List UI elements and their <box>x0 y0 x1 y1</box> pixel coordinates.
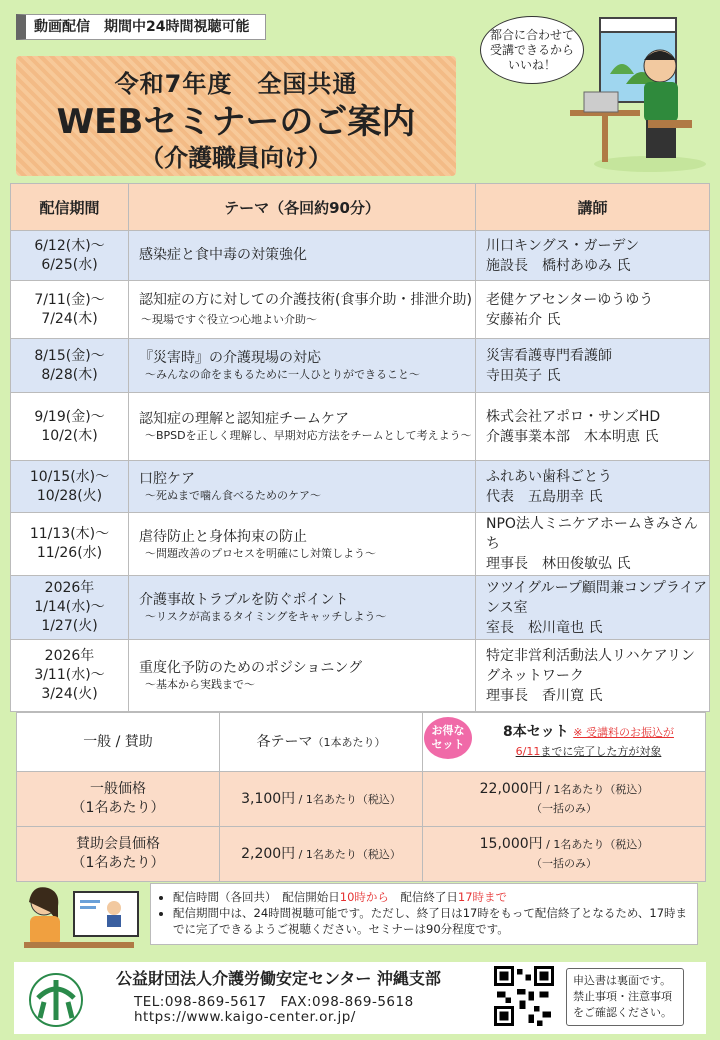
member-single-price: 2,200円 / 1名あたり（税込） <box>220 827 423 882</box>
contact-phone: TEL:098-869-5617 FAX:098-869-5618 <box>134 994 414 1010</box>
schedule-row <box>11 640 710 712</box>
streaming-badge: 動画配信 期間中24時間視聴可能 <box>16 14 266 40</box>
lecturer-cell: 特定非営利活動法人リハケアリングネットワーク 理事長 香川寛 氏 <box>476 640 710 712</box>
member-price-label: 賛助会員価格 （1名あたり） <box>17 827 220 882</box>
date-cell: 11/13(木)～ 11/26(水) <box>11 513 129 576</box>
price-table <box>16 712 706 882</box>
lecturer-cell: ふれあい歯科ごとう 代表 五島朋幸 氏 <box>476 461 710 513</box>
theme-cell: 『災害時』の介護現場の対応 ～みんなの命をまもるために一人ひとりができること～ <box>129 339 476 393</box>
schedule-row <box>11 461 710 513</box>
note-item: • 配信期間中は、24時間視聴可能です。ただし、終了日は17時をもって配信終了となるため、17時までに完了できるようご視聴ください。セミナーは90分程度です。 <box>173 905 689 937</box>
schedule-row <box>11 339 710 393</box>
application-note <box>566 968 684 1026</box>
general-price-label: 一般価格 （1名あたり） <box>17 772 220 827</box>
price-header-set: 8本セット ※ 受講料のお振込が 6/11までに完了した方が対象 <box>423 713 706 772</box>
woman-computer-illustration <box>14 882 144 958</box>
header-period: 配信期間 <box>11 184 129 231</box>
theme-cell: 認知症の理解と認知症チームケア ～BPSDを正しく理解し、早期対応方法をチームとして考えよう～ <box>129 393 476 461</box>
schedule-row <box>11 281 710 339</box>
lecturer-cell: 川口キングス・ガーデン 施設長 橋村あゆみ 氏 <box>476 231 710 281</box>
deal-badge-line: お得な <box>431 724 465 737</box>
website-link[interactable]: https://www.kaigo-center.or.jp/ <box>134 1009 356 1025</box>
schedule-row <box>11 513 710 576</box>
theme-cell: 感染症と食中毒の対策強化 <box>129 231 476 281</box>
theme-cell: 介護事故トラブルを防ぐポイント ～リスクが高まるタイミングをキャッチしよう～ <box>129 576 476 640</box>
general-single-price: 3,100円 / 1名あたり（税込） <box>220 772 423 827</box>
general-set-price: 22,000円 / 1名あたり（税込） （一括のみ） <box>423 772 706 827</box>
title-year: 令和7年度 全国共通 <box>114 70 358 98</box>
qr-code-icon[interactable] <box>494 966 554 1026</box>
bubble-line: いいね！ <box>507 58 556 72</box>
lecturer-cell: NPO法人ミニケアホームきみさんち 理事長 林田俊敏弘 氏 <box>476 513 710 576</box>
bubble-line: 都合に合わせて <box>489 28 574 42</box>
lecturer-cell: 老健ケアセンターゆうゆう 安藤祐介 氏 <box>476 281 710 339</box>
organization-logo <box>28 972 84 1028</box>
page-title: WEBセミナーのご案内 <box>56 102 416 142</box>
note-item: • 配信時間（各回共） 配信開始日10時から 配信終了日17時まで <box>173 889 689 905</box>
theme-cell: 口腔ケア ～死ぬまで噛ん食べるためのケア～ <box>129 461 476 513</box>
title-box <box>16 56 456 176</box>
date-cell: 2026年 1/14(水)～ 1/27(火) <box>11 576 129 640</box>
date-cell: 6/12(木)～ 6/25(水) <box>11 231 129 281</box>
lecturer-cell: 災害看護専門看護師 寺田英子 氏 <box>476 339 710 393</box>
lecturer-cell: ツツイグループ顧問兼コンプライアンス室 室長 松川竜也 氏 <box>476 576 710 640</box>
member-set-price: 15,000円 / 1名あたり（税込） （一括のみ） <box>423 827 706 882</box>
schedule-row <box>11 576 710 640</box>
theme-cell: 認知症の方に対しての介護技術(食事介助・排泄介助)～現場ですぐ役立つ心地よい介助～ <box>129 281 476 339</box>
theme-cell: 虐待防止と身体拘束の防止 ～問題改善のプロセスを明確にし対策しよう～ <box>129 513 476 576</box>
header-lecturer: 講師 <box>476 184 710 231</box>
notes-box <box>150 883 698 945</box>
theme-cell: 重度化予防のためのポジショニング ～基本から実践まで～ <box>129 640 476 712</box>
deal-badge <box>424 717 472 759</box>
organization-name: 公益財団法人介護労働安定センター 沖縄支部 <box>116 969 441 988</box>
price-section <box>16 712 706 878</box>
header-theme: テーマ（各回約90分） <box>129 184 476 231</box>
schedule-row <box>11 231 710 281</box>
date-cell: 2026年 3/11(水)～ 3/24(火) <box>11 640 129 712</box>
title-audience: （介護職員向け） <box>140 144 332 172</box>
date-cell: 8/15(金)～ 8/28(木) <box>11 339 129 393</box>
lecturer-cell: 株式会社アポロ・サンズHD 介護事業本部 木本明恵 氏 <box>476 393 710 461</box>
date-cell: 10/15(水)～ 10/28(火) <box>11 461 129 513</box>
date-cell: 7/11(金)～ 7/24(木) <box>11 281 129 339</box>
apply-line: 申込書は裏面です。 <box>573 974 672 987</box>
deal-badge-line: セット <box>431 738 465 751</box>
schedule-row <box>11 393 710 461</box>
price-header-single: 各テーマ（1本あたり） <box>220 713 423 772</box>
speech-bubble <box>480 16 584 84</box>
footer <box>14 962 706 1034</box>
apply-line: をご確認ください。 <box>573 1006 672 1019</box>
apply-line: 禁止事項・注意事項 <box>573 990 672 1003</box>
bubble-line: 受講できるから <box>489 43 574 57</box>
price-header-type: 一般 / 賛助 <box>17 713 220 772</box>
date-cell: 9/19(金)～ 10/2(木) <box>11 393 129 461</box>
schedule-table <box>10 183 710 712</box>
